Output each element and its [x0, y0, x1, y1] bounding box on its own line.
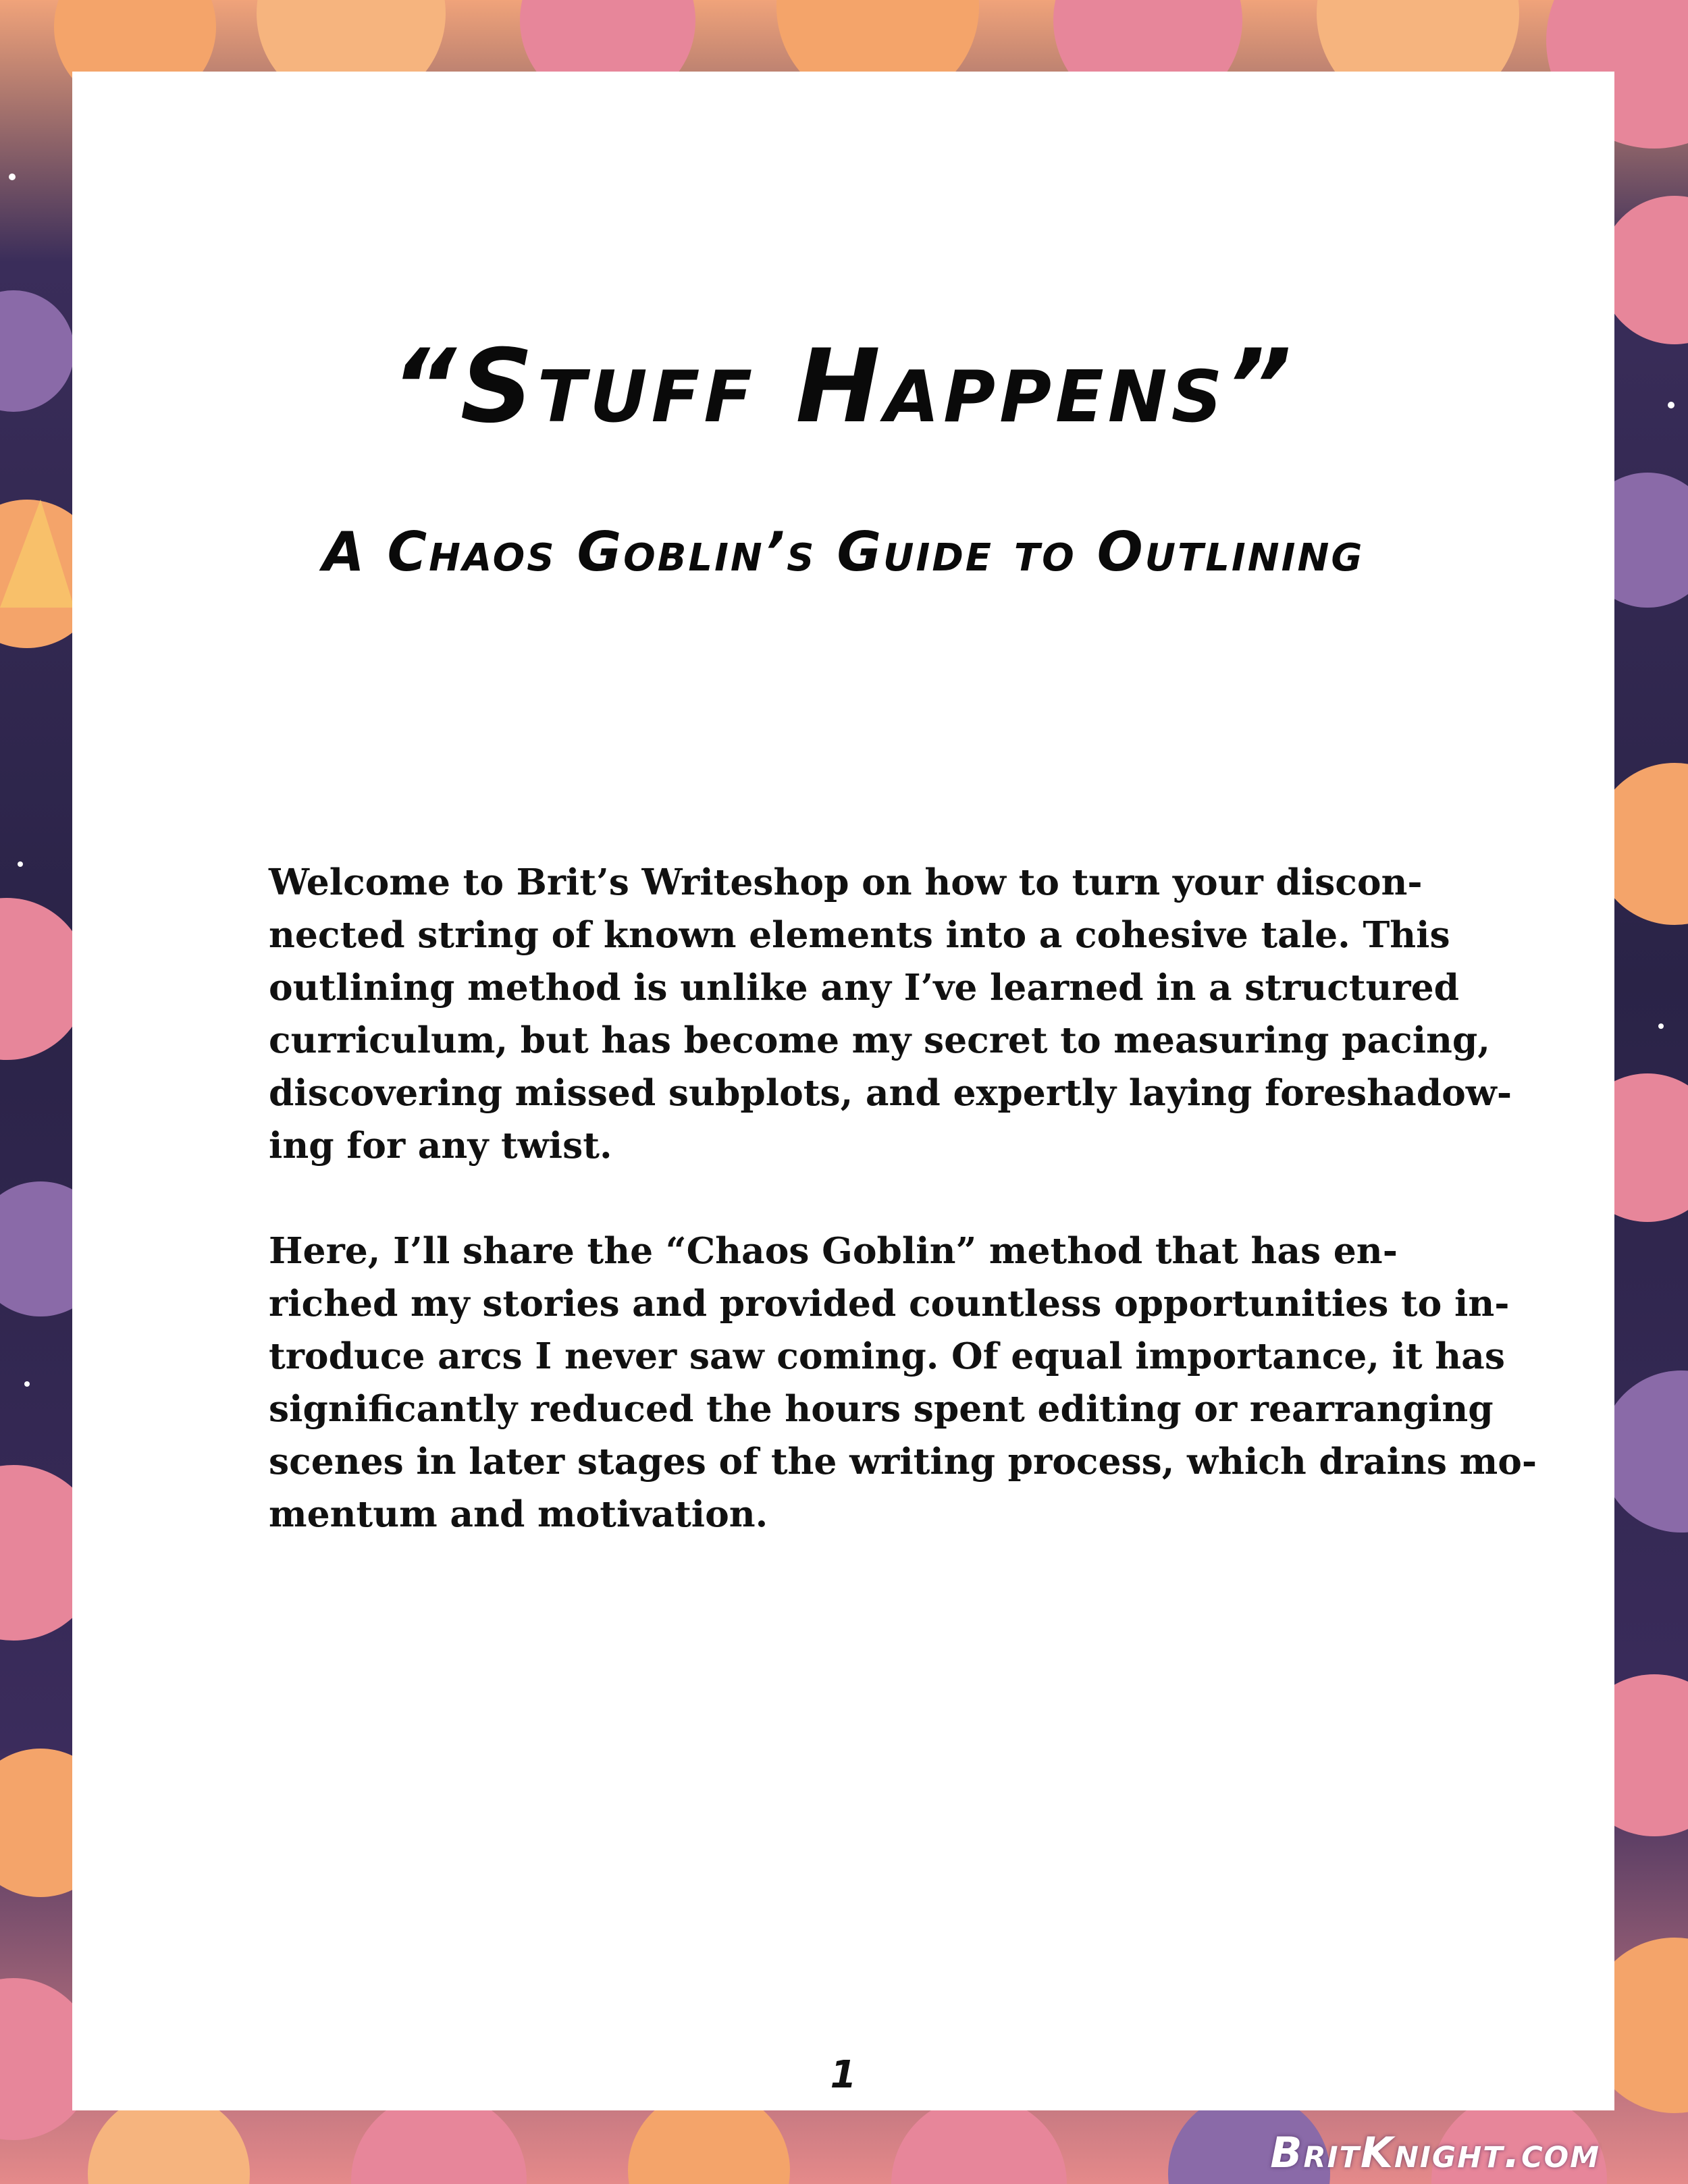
text-line: significantly reduced the hours spent editing or rearranging — [269, 1387, 1494, 1430]
text-line: riched my stories and provided countless opportunities to in- — [269, 1282, 1510, 1325]
text-line: discovering missed subplots, and expertly laying foreshadow- — [269, 1071, 1512, 1114]
body-text — [224, 856, 1548, 1593]
text-line: curriculum, but has become my secret to measuring pacing, — [269, 1019, 1490, 1061]
text-line: Welcome to Brit’s Writeshop on how to turn your discon- — [269, 861, 1423, 903]
page-title: “Stuff Happens” — [391, 328, 1296, 446]
text-line: mentum and motivation. — [269, 1493, 768, 1535]
page-number: 1 — [830, 2053, 857, 2097]
text-line: Here, I’ll share the “Chaos Goblin” method that has en- — [269, 1229, 1398, 1272]
page-subtitle: A Chaos Goblin’s Guide to Outlining — [322, 521, 1365, 583]
paragraph-2 — [224, 1225, 1548, 1541]
text-line: nected string of known elements into a cohesive tale. This — [269, 913, 1450, 956]
document-page — [72, 72, 1614, 2110]
text-line: outlining method is unlike any I’ve learned in a structured — [269, 966, 1460, 1009]
text-line: scenes in later stages of the writing process, which drains mo- — [269, 1440, 1537, 1483]
text-line: troduce arcs I never saw coming. Of equal importance, it has — [269, 1335, 1505, 1377]
text-line: ing for any twist. — [269, 1124, 612, 1167]
paragraph-1 — [224, 856, 1548, 1172]
footer-website-link[interactable]: BritKnight.com — [1270, 2128, 1600, 2177]
